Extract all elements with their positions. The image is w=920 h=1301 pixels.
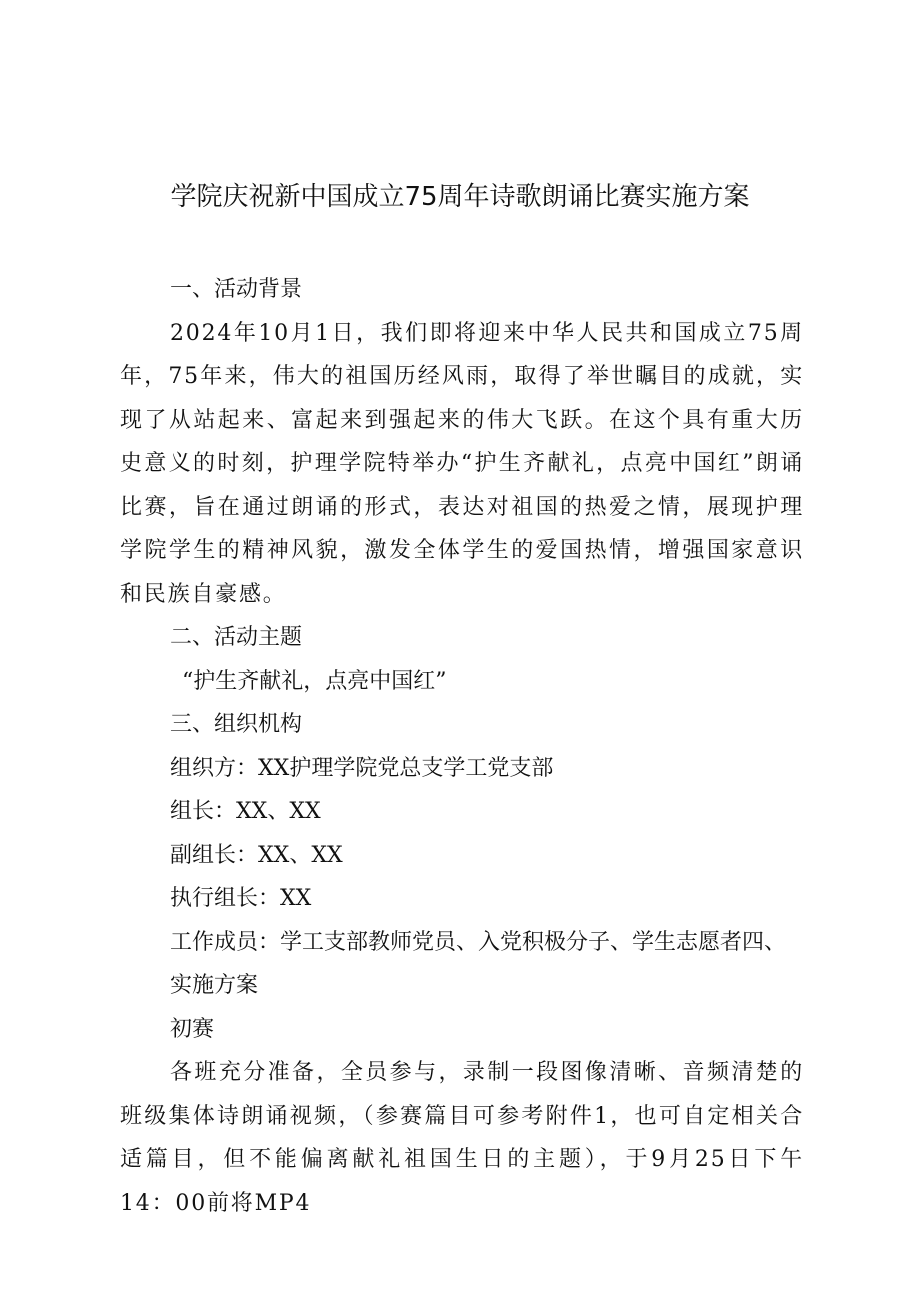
document-title: 学院庆祝新中国成立75周年诗歌朗诵比赛实施方案 bbox=[170, 182, 750, 212]
exec-leader-line: 执行组长：XX bbox=[170, 886, 312, 911]
members-line-continued: 实施方案 bbox=[170, 973, 259, 998]
organizer-line: 组织方：XX护理学院党总支学工党支部 bbox=[170, 755, 554, 781]
vice-leader-line: 副组长：XX、XX bbox=[170, 842, 343, 868]
members-line: 工作成员：学工支部教师党员、入党积极分子、学生志愿者四、 bbox=[170, 929, 787, 955]
section-heading-organization: 三、组织机构 bbox=[170, 712, 303, 737]
background-paragraph: 2024年10月1日，我们即将迎来中华人民共和国成立75周年，75年来，伟大的祖国历经风雨，取得了举世瞩目的成就，实现了从站起来、富起来到强起来的伟大飞跃。在这个具有重大历史意义的时刻，护理学院特举办“护生齐献礼，点亮中国红”朗诵比赛，旨在通过朗诵的形式，表达对祖国的热爱之情，展现护理学院学生的精神风貌，激发全体学生的爱国热情，增强国家意识和民族自豪感。 bbox=[120, 320, 804, 607]
section-heading-background: 一、活动背景 bbox=[170, 277, 303, 302]
prelim-paragraph: 各班充分准备，全员参与，录制一段图像清晰、音频清楚的班级集体诗朗诵视频，（参赛篇目可参考附件1，也可自定相关合适篇目，但不能偏离献礼祖国生日的主题），于9月25日下午14：00前将MP4 bbox=[120, 1060, 804, 1216]
leader-line: 组长：XX、XX bbox=[170, 799, 321, 824]
document-body bbox=[120, 268, 804, 1225]
section-heading-prelim: 初赛 bbox=[170, 1016, 215, 1042]
theme-text: “护生齐献礼，点亮中国红” bbox=[182, 668, 447, 694]
section-heading-theme: 二、活动主题 bbox=[170, 625, 303, 650]
